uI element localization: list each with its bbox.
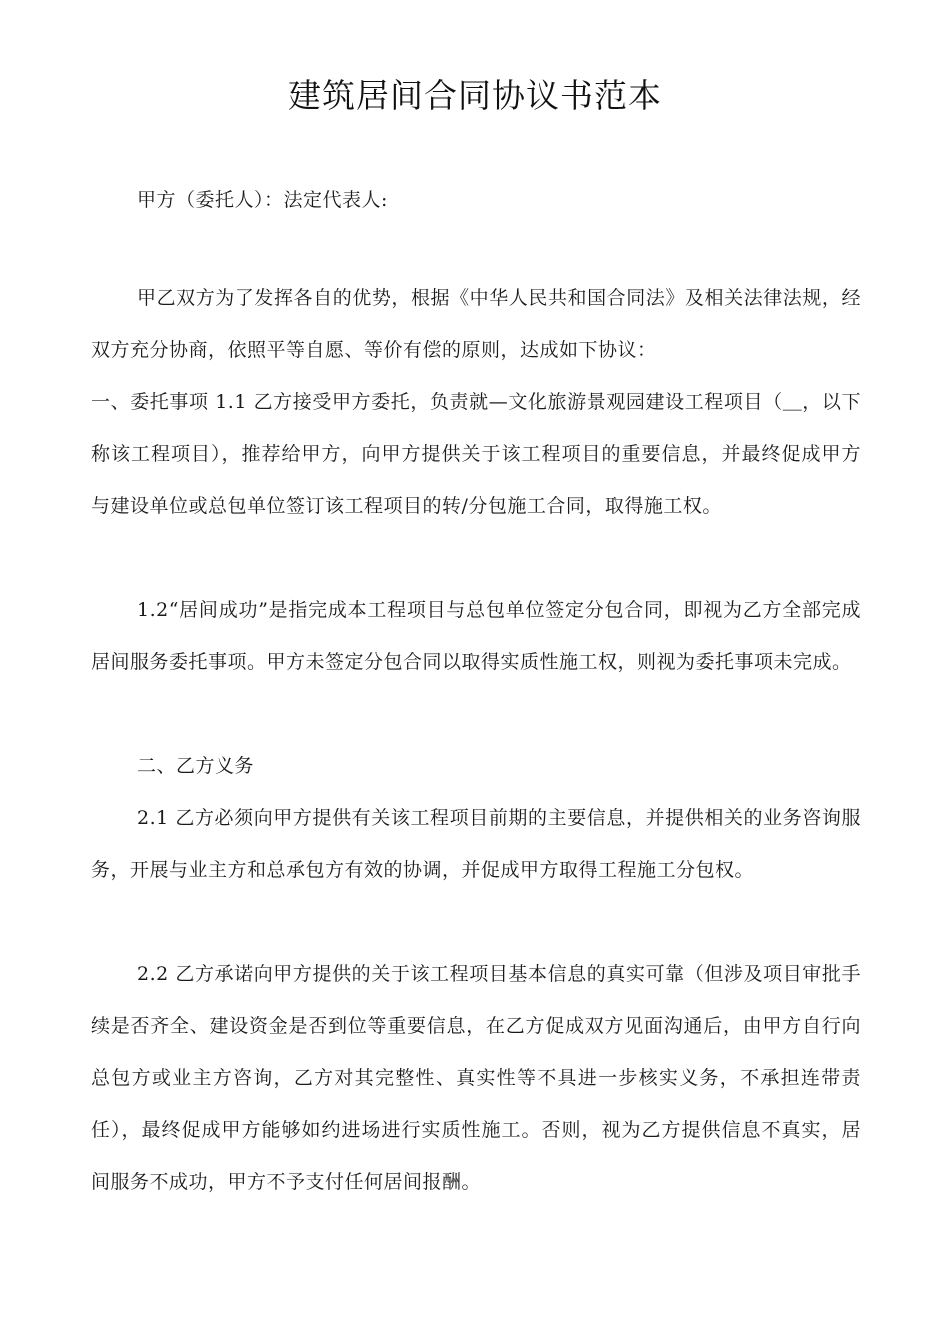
section-1-2-paragraph: 1.2“居间成功”是指完成本工程项目与总包单位签定分包合同，即视为乙方全部完成居间服务委托事项。甲方未签定分包合同以取得实质性施工权，则视为委托事项未完成。	[91, 599, 861, 673]
intro-paragraph: 甲乙双方为了发挥各自的优势，根据《中华人民共和国合同法》及相关法律法规，经双方充分协商，依照平等自愿、等价有偿的原则，达成如下协议：	[91, 287, 861, 361]
party-line: 甲方（委托人）：法定代表人:	[137, 189, 388, 211]
section-1-paragraph: 一、委托事项 1.1 乙方接受甲方委托，负责就—文化旅游景观园建设工程项目（＿，以下称该工程项目），推荐给甲方，向甲方提供关于该工程项目的重要信息，并最终促成甲方与建设单位或总包单位签订该工程项目的转/分包施工合同，取得施工权。	[91, 391, 861, 517]
section-2-2-paragraph: 2.2 乙方承诺向甲方提供的关于该工程项目基本信息的真实可靠（但涉及项目审批手续是否齐全、建设资金是否到位等重要信息，在乙方促成双方见面沟通后，由甲方自行向总包方或业主方咨询，乙方对其完整性、真实性等不具进一步核实义务，不承担连带责任），最终促成甲方能够如约进场进行实质性施工。否则，视为乙方提供信息不真实，居间服务不成功，甲方不予支付任何居间报酬。	[91, 963, 861, 1193]
section-2-heading: 二、乙方义务	[137, 755, 255, 777]
document-title: 建筑居间合同协议书范本	[288, 76, 662, 115]
section-2-1-paragraph: 2.1 乙方必须向甲方提供有关该工程项目前期的主要信息，并提供相关的业务咨询服务，开展与业主方和总承包方有效的协调，并促成甲方取得工程施工分包权。	[91, 807, 861, 881]
